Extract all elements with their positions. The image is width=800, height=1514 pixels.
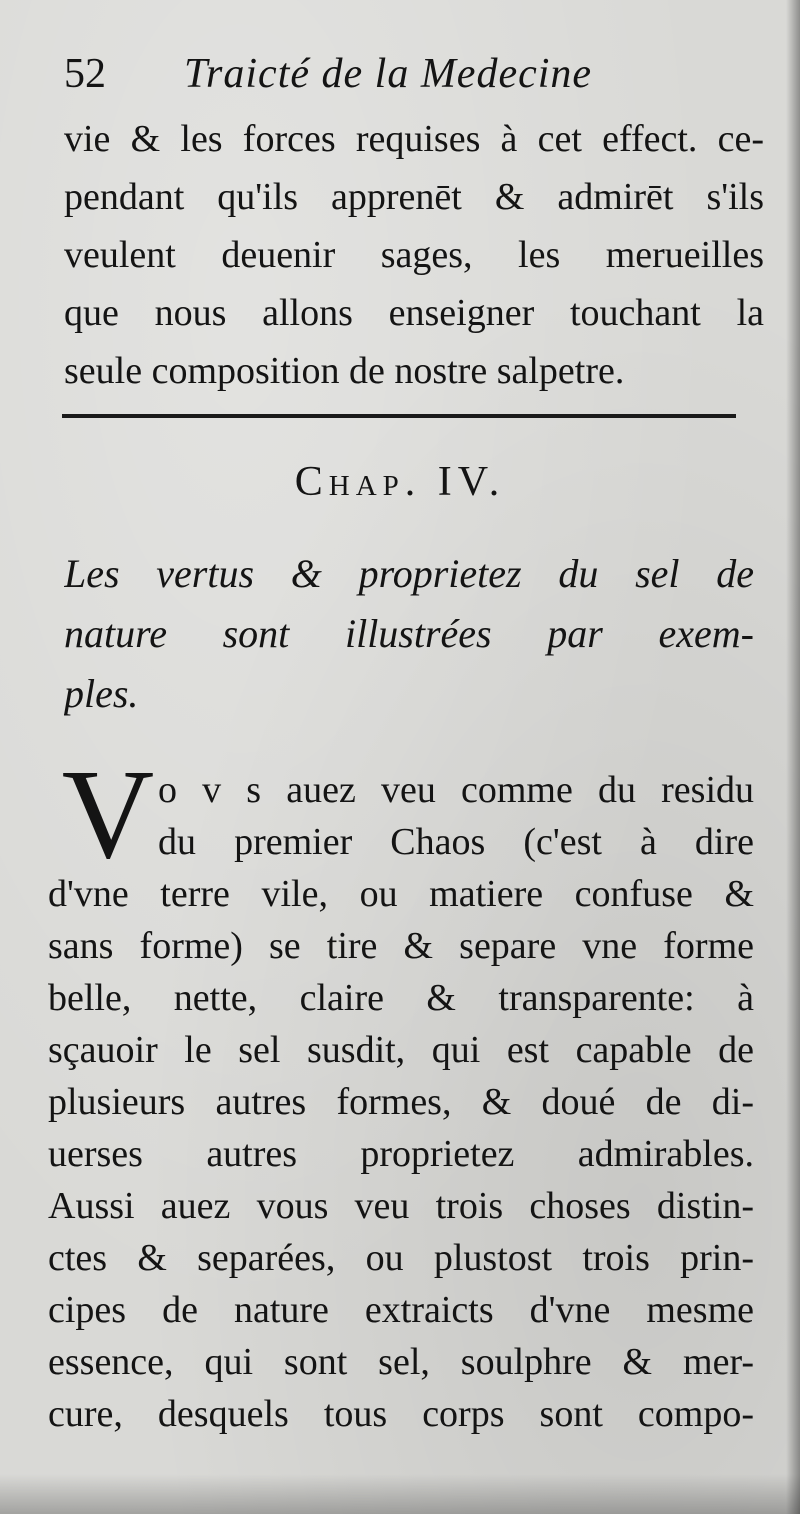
body-line: ctes & separées, ou plustost trois prin-: [48, 1237, 754, 1279]
body-line: sçauoir le sel susdit, qui est capable de: [48, 1029, 754, 1071]
body-line: cipes de nature extraicts d'vne mesme: [48, 1289, 754, 1331]
body-line: du premier Chaos (c'est à dire: [158, 821, 754, 863]
horizontal-rule: [62, 414, 736, 418]
chapter-subtitle-line: Les vertus & proprietez du sel de: [64, 551, 754, 596]
body-line: essence, qui sont sel, soulphre & mer-: [48, 1341, 754, 1383]
chapter-heading: Chap. IV.: [294, 459, 506, 505]
running-head: [64, 44, 764, 104]
page-number: 52: [64, 51, 106, 97]
chapter-subtitle-line: ples.: [64, 671, 139, 716]
body-line: o v s auez veu comme du residu: [158, 769, 754, 811]
text-line: vie & les forces requises à cet effect. ce-: [64, 118, 764, 160]
chapter-subtitle-line: nature sont illustrées par exem-: [64, 611, 754, 656]
body-line: plusieurs autres formes, & doué de di-: [48, 1081, 754, 1123]
text-line: que nous allons enseigner touchant la: [64, 292, 764, 334]
drop-cap: V: [61, 743, 155, 885]
page-bottom-shadow: [0, 1474, 800, 1514]
running-title: Traicté de la Medecine: [184, 51, 593, 97]
body-line: uerses autres proprietez admirables.: [48, 1133, 754, 1175]
page-edge-shadow: [786, 0, 800, 1514]
text-line: seule composition de nostre salpetre.: [64, 350, 625, 392]
body-line: Aussi auez vous veu trois choses distin-: [48, 1185, 754, 1227]
body-line: sans forme) se tire & separe vne forme: [48, 925, 754, 967]
text-line: pendant qu'ils apprenēt & admirēt s'ils: [64, 176, 764, 218]
text-line: veulent deuenir sages, les merueilles: [64, 234, 764, 276]
body-line: d'vne terre vile, ou matiere confuse &: [48, 873, 754, 915]
body-line: belle, nette, claire & transparente: à: [48, 977, 754, 1019]
body-line: cure, desquels tous corps sont compo-: [48, 1393, 754, 1435]
